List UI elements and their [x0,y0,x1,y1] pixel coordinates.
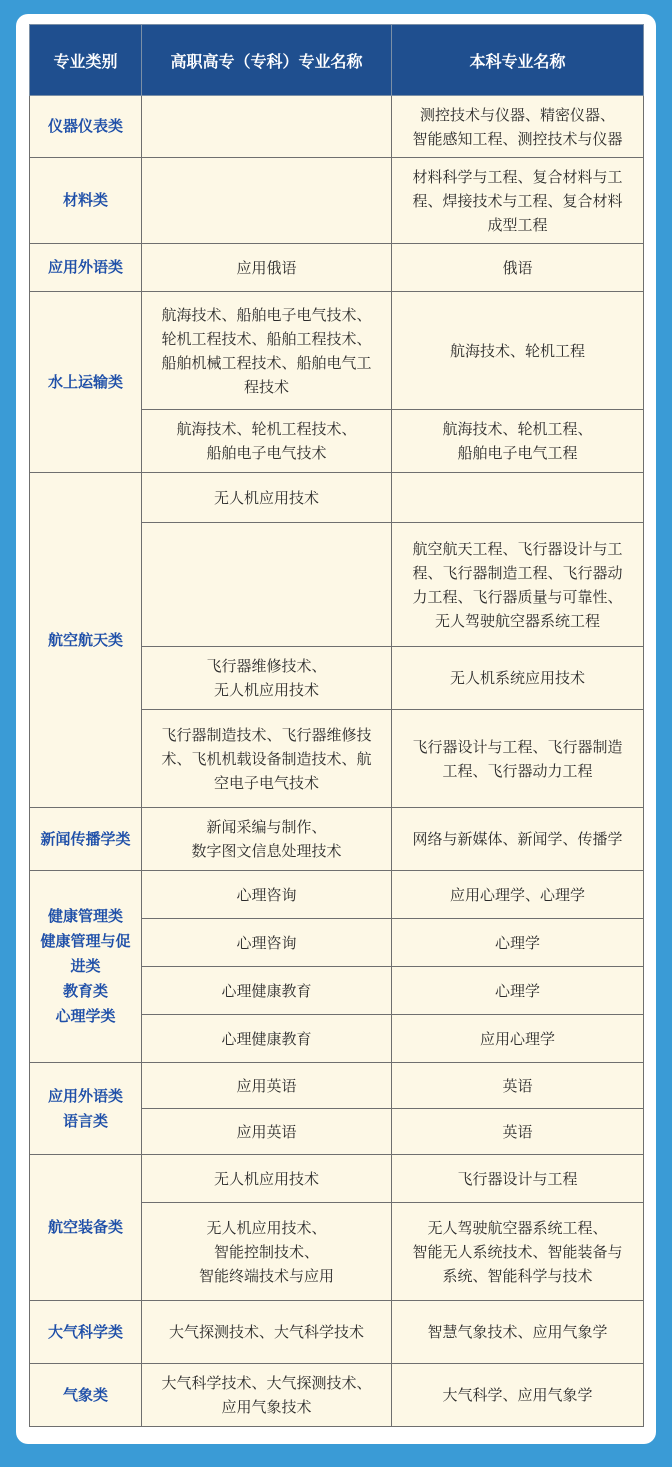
vocational-cell [142,1301,392,1364]
vocational-cell [142,710,392,808]
cell-line: 无人机系统应用技术 [449,669,585,687]
vocational-cell [142,647,392,710]
undergrad-cell [392,473,644,523]
undergrad-cell [392,1109,644,1155]
undergrad-cell [392,410,644,473]
cell-line: 网络与新媒体、新闻学、传播学 [412,830,623,848]
cell-line: 无人驾驶航空器系统工程、 [427,1218,608,1237]
cell-line: 健康管理与促 [40,932,131,950]
cell-line: 航海技术、轮机工程技术、 [176,420,357,438]
table-body [30,96,644,1427]
cell-line: 程、焊接技术与工程、复合材料 [412,191,623,210]
cell-line: 无人驾驶航空器系统工程 [434,611,600,630]
cell-line: 健康管理类 [47,907,123,925]
table-row [30,244,644,292]
category-cell [30,871,142,1063]
category-cell [30,808,142,871]
cell-line: 无人机应用技术 [213,681,319,699]
header-undergrad: 本科专业名称 [392,25,644,96]
cell-line: 心理咨询 [236,933,297,952]
undergrad-cell [392,1063,644,1109]
vocational-cell [142,1155,392,1203]
cell-line: 应用英语 [236,1122,297,1141]
cell-line: 无人机应用技术 [213,488,319,507]
undergrad-cell [392,808,644,871]
cell-line: 工程、飞行器动力工程 [442,761,593,780]
cell-line: 应用心理学 [479,1029,555,1048]
undergrad-cell [392,710,644,808]
table-row [30,158,644,244]
undergrad-cell [392,647,644,710]
cell-line: 心理学 [494,933,540,952]
category-cell [30,1063,142,1155]
cell-line: 航空航天类 [47,630,123,649]
cell-line: 船舶电子电气工程 [457,444,578,462]
cell-line: 英语 [502,1122,533,1141]
vocational-cell [142,967,392,1015]
vocational-cell [142,808,392,871]
header-vocational: 高职高专（专科）专业名称 [142,25,392,96]
undergrad-cell [392,158,644,244]
cell-line: 智能终端技术与应用 [198,1266,334,1285]
category-cell [30,292,142,473]
cell-line: 数字图文信息处理技术 [191,842,342,860]
cell-line: 轮机工程技术、船舶工程技术、 [161,329,372,348]
undergrad-cell [392,1203,644,1301]
cell-line: 航海技术、轮机工程 [449,341,585,360]
undergrad-cell [392,96,644,158]
cell-line: 应用外语类 [47,258,123,276]
vocational-cell [142,523,392,647]
vocational-cell [142,871,392,919]
undergrad-cell [392,1301,644,1364]
cell-line: 新闻传播学类 [40,829,131,848]
cell-line: 语言类 [62,1111,108,1130]
vocational-cell [142,919,392,967]
cell-line: 智能控制技术、 [213,1242,319,1261]
header-category: 专业类别 [30,25,142,96]
category-cell [30,1364,142,1427]
table-row [30,1364,644,1427]
vocational-cell [142,410,392,473]
cell-line: 系统、智能科学与技术 [442,1266,593,1285]
header-row [30,25,644,96]
table-row [30,1063,644,1109]
table-row [30,96,644,158]
cell-line: 新闻采编与制作、 [206,818,327,836]
table-row [30,473,644,523]
cell-line: 测控技术与仪器、精密仪器、 [419,105,615,124]
cell-line: 无人机应用技术、 [206,1218,327,1237]
cell-line: 航空航天工程、飞行器设计与工 [412,539,623,558]
cell-line: 飞行器设计与工程、飞行器制造 [412,737,623,756]
cell-line: 水上运输类 [47,372,123,391]
cell-line: 气象类 [62,1385,108,1404]
cell-line: 应用气象技术 [221,1398,312,1416]
cell-line: 大气科学、应用气象学 [442,1386,593,1404]
cell-line: 力工程、飞行器质量与可靠性、 [412,587,623,606]
vocational-cell [142,1015,392,1063]
cell-line: 心理学 [494,981,540,1000]
cell-line: 智能无人系统技术、智能装备与 [412,1242,623,1261]
undergrad-cell [392,523,644,647]
cell-line: 航空装备类 [47,1218,123,1236]
table-card [16,14,656,1444]
undergrad-cell [392,1015,644,1063]
cell-line: 飞行器维修技术、 [206,657,327,675]
category-cell [30,158,142,244]
cell-line: 程技术 [243,377,289,396]
cell-line: 材料科学与工程、复合材料与工 [412,167,623,186]
cell-line: 教育类 [62,982,108,1000]
category-cell [30,473,142,808]
cell-line: 心理健康教育 [221,981,312,1000]
undergrad-cell [392,967,644,1015]
vocational-cell [142,158,392,244]
cell-line: 智慧气象技术、应用气象学 [427,1323,608,1341]
table-row [30,1155,644,1203]
cell-line: 术、飞机机载设备制造技术、航 [161,749,372,768]
cell-line: 船舶机械工程技术、船舶电气工 [161,353,372,372]
cell-line: 材料类 [62,191,108,209]
cell-line: 大气科学类 [47,1322,123,1341]
cell-line: 飞行器制造技术、飞行器维修技 [161,725,372,744]
undergrad-cell [392,919,644,967]
cell-line: 程、飞行器制造工程、飞行器动 [412,563,623,582]
cell-line: 航海技术、船舶电子电气技术、 [161,305,372,324]
cell-line: 应用俄语 [236,258,297,277]
undergrad-cell [392,1155,644,1203]
category-cell [30,1301,142,1364]
cell-line: 心理学类 [55,1007,116,1025]
vocational-cell [142,1063,392,1109]
cell-line: 飞行器设计与工程 [457,1169,578,1188]
cell-line: 进类 [70,957,101,975]
vocational-cell [142,1109,392,1155]
category-cell [30,96,142,158]
cell-line: 大气科学技术、大气探测技术、 [161,1374,372,1392]
undergrad-cell [392,244,644,292]
undergrad-cell [392,292,644,410]
cell-line: 应用英语 [236,1076,297,1095]
undergrad-cell [392,1364,644,1427]
vocational-cell [142,292,392,410]
vocational-cell [142,96,392,158]
cell-line: 船舶电子电气技术 [206,444,327,462]
cell-line: 心理咨询 [236,885,297,904]
cell-line: 应用外语类 [47,1086,123,1105]
cell-line: 空电子电气技术 [213,773,319,792]
table-row [30,808,644,871]
table-row [30,292,644,410]
cell-line: 应用心理学、心理学 [449,885,585,904]
vocational-cell [142,473,392,523]
cell-line: 大气探测技术、大气科学技术 [168,1323,364,1341]
cell-line: 仪器仪表类 [47,117,123,135]
category-cell [30,244,142,292]
cell-line: 成型工程 [487,215,548,234]
vocational-cell [142,244,392,292]
undergrad-cell [392,871,644,919]
vocational-cell [142,1364,392,1427]
cell-line: 俄语 [502,258,533,277]
cell-line: 智能感知工程、测控技术与仪器 [412,129,623,148]
cell-line: 无人机应用技术 [213,1169,319,1188]
vocational-cell [142,1203,392,1301]
category-cell [30,1155,142,1301]
cell-line: 英语 [502,1076,533,1095]
major-table [29,24,644,1427]
table-row [30,1301,644,1364]
cell-line: 航海技术、轮机工程、 [442,420,593,438]
cell-line: 心理健康教育 [221,1029,312,1048]
table-row [30,871,644,919]
